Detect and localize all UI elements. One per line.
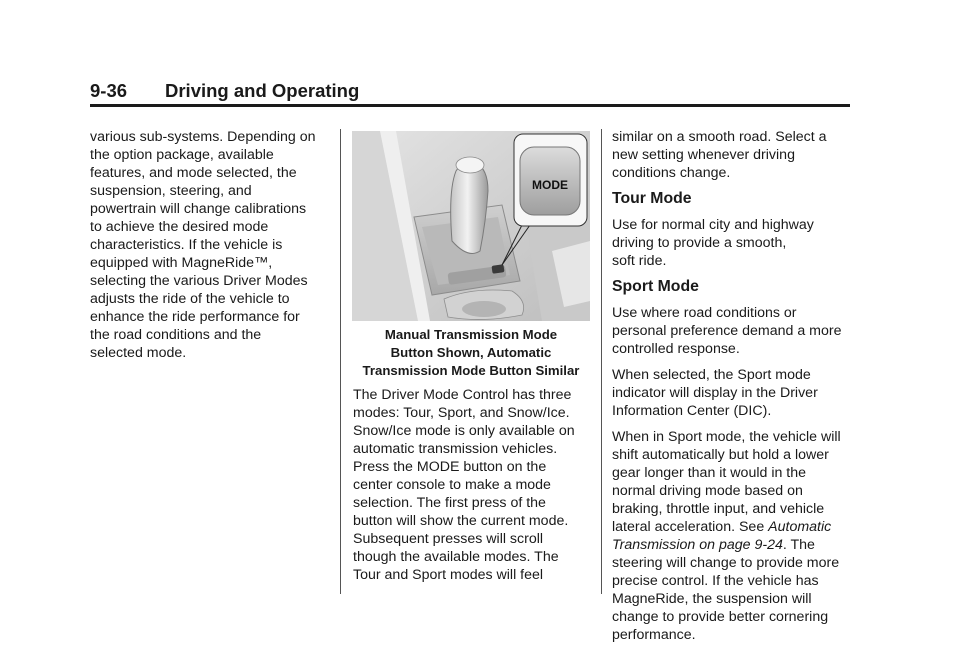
sport-shifting-text: When in Sport mode, the vehicle will shift automatically but hold a lower gear longer than it would in the normal driving mode based on braking, throttle input, and vehicle lateral acceleration. See [612,429,841,535]
header-rule [90,104,850,107]
heading-tour-mode: Tour Mode [612,190,692,207]
paragraph-sport-conditions: Use where road conditions or personal preference demand a more controlled response. [612,305,842,357]
paragraph-tour-mode: Use for normal city and highway driving to provide a smooth, soft ride. [612,217,814,269]
figure-caption: Manual Transmission Mode Button Shown, Automatic Transmission Mode Button Similar [362,327,580,378]
automatic-transmission-link[interactable]: Automatic Transmission on page 9-24 [612,519,832,553]
sport-steering-text: . The steering will change to provide more precise control. If the vehicle has MagneRide, the suspension will change to provide better cornering performance. [612,537,840,643]
column-divider-left [340,129,341,594]
page-number: 9-36 [90,80,128,101]
column-divider-right [601,129,602,594]
column-3 [612,128,857,652]
heading-sport-mode: Sport Mode [612,278,699,295]
paragraph-smooth-road: similar on a smooth road. Select a new setting whenever driving conditions change. [612,129,827,181]
column-1 [90,128,330,370]
console-illustration [352,131,590,321]
paragraph-sport-indicator: When selected, the Sport mode indicator will display in the Driver Information Center (DIC). [612,367,818,419]
column-2 [353,386,593,592]
section-title: Driving and Operating [165,80,360,101]
mode-button-text: MODE [532,178,568,192]
page-header [90,80,850,108]
paragraph-driver-mode-control: The Driver Mode Control has three modes: Tour, Sport, and Snow/Ice. Snow/Ice mode is only available on automatic transmission vehicles. Press the MODE button on the center console to make a mode selection. The first press of the button will show the current mode. Subsequent presses will scroll though the available modes. The Tour and Sport modes will feel [353,387,575,583]
paragraph-sport-shifting [612,428,857,644]
paragraph-subsystems: various sub-systems. Depending on the option package, available features, and mode selected, the suspension, steering, and powertrain will change calibrations to achieve the desired mode characteristics. If the vehicle is equipped with MagneRide™, selecting the various Driver Modes adjusts the ride of the vehicle to enhance the ride performance for the road conditions and the selected mode. [90,129,316,361]
mode-button-illustration [352,131,590,321]
